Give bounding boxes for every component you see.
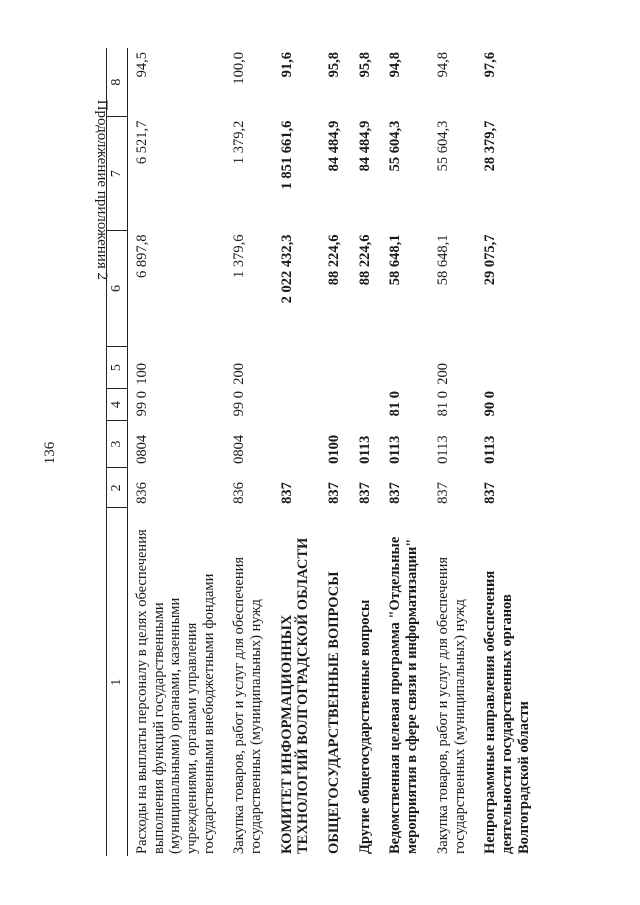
cell-col-6: 2 022 432,3	[278, 234, 295, 304]
cell-col-6: 1 379,6	[231, 234, 248, 279]
column-header-7: 7	[107, 117, 128, 231]
table-row	[128, 48, 226, 856]
cell-col-7: 84 484,9	[326, 120, 343, 172]
cell-col-7: 55 604,3	[434, 120, 451, 172]
cell-col-3: 0100	[326, 434, 343, 464]
cell-col-6: 88 224,6	[356, 234, 373, 286]
row-name: Закупка товаров, работ и услуг для обеспечения государственных (муниципальных) нужд	[434, 556, 468, 854]
cell-col-3: 0113	[387, 435, 404, 464]
table-body	[128, 48, 541, 856]
cell-col-5: 100	[134, 362, 151, 385]
cell-col-4: 81 0	[387, 391, 404, 417]
cell-col-4	[273, 389, 320, 421]
cell-col-2: 837	[482, 482, 499, 504]
cell-col-4: 99 0	[231, 391, 248, 417]
table-row	[476, 48, 540, 856]
cell-col-8: 95,8	[326, 52, 343, 78]
cell-col-5	[273, 347, 320, 389]
cell-col-4: 99 0	[134, 391, 151, 417]
column-header-2: 2	[107, 468, 128, 508]
row-name: Другие общегосударственные вопросы	[356, 599, 373, 854]
cell-col-8: 91,6	[278, 52, 295, 78]
cell-col-8: 97,6	[482, 52, 499, 78]
cell-col-7: 28 379,7	[482, 120, 499, 172]
column-header-6: 6	[107, 231, 128, 347]
cell-col-8: 100,0	[231, 52, 248, 85]
cell-col-7: 55 604,3	[387, 120, 404, 172]
cell-col-5: 200	[231, 362, 248, 385]
cell-col-2: 837	[434, 482, 451, 504]
cell-col-5	[351, 347, 382, 389]
cell-col-2: 837	[326, 482, 343, 504]
cell-col-3: 0113	[434, 435, 451, 464]
cell-col-3: 0804	[231, 434, 248, 464]
cell-col-7: 84 484,9	[356, 120, 373, 172]
row-name: Расходы на выплаты персоналу в целях обеспечения выполнения функций государственными (муниципальными) органами, казенными учреждениями, органами управления государственными внебюджетными фондами	[134, 529, 217, 854]
cell-col-4: 90 0	[482, 391, 499, 417]
table-row	[320, 48, 351, 856]
table-row	[351, 48, 382, 856]
cell-col-5	[476, 347, 540, 389]
row-name: Ведомственная целевая программа "Отдельные мероприятия в сфере связи и информатизации"	[387, 536, 421, 854]
cell-col-8: 94,5	[134, 52, 151, 78]
cell-col-2: 837	[278, 482, 295, 504]
column-header-4: 4	[107, 389, 128, 421]
row-name: Закупка товаров, работ и услуг для обеспечения государственных (муниципальных) нужд	[231, 556, 265, 854]
table-row	[429, 48, 476, 856]
cell-col-7: 1 851 661,6	[278, 120, 295, 190]
continuation-label: Продолжение приложения 2	[94, 99, 110, 280]
row-name: Непрограммные направления обеспечения деятельности государственных органов Волгоградской области	[482, 570, 532, 854]
column-header-8: 8	[107, 48, 128, 117]
cell-col-3: 0113	[482, 435, 499, 464]
cell-col-3: 0113	[356, 435, 373, 464]
column-header-3: 3	[107, 420, 128, 467]
cell-col-2: 837	[387, 482, 404, 504]
table-row	[273, 48, 320, 856]
cell-col-6: 88 224,6	[326, 234, 343, 286]
cell-col-6: 58 648,1	[387, 234, 404, 286]
cell-col-4	[320, 389, 351, 421]
cell-col-4: 81 0	[434, 391, 451, 417]
row-name: КОМИТЕТ ИНФОРМАЦИОННЫХ ТЕХНОЛОГИЙ ВОЛГОГРАДСКОЙ ОБЛАСТИ	[278, 537, 312, 854]
cell-col-7: 6 521,7	[134, 120, 151, 165]
cell-col-8: 94,8	[387, 52, 404, 78]
cell-col-2: 836	[134, 482, 151, 504]
page-number: 136	[42, 441, 58, 465]
column-header-1: 1	[107, 508, 128, 856]
header-row	[107, 48, 128, 856]
cell-col-3	[273, 420, 320, 467]
table-row	[225, 48, 272, 856]
cell-col-5: 200	[434, 362, 451, 385]
cell-col-6: 6 897,8	[134, 234, 151, 279]
row-name: ОБЩЕГОСУДАРСТВЕННЫЕ ВОПРОСЫ	[326, 571, 343, 854]
cell-col-3: 0804	[134, 434, 151, 464]
budget-table	[106, 48, 540, 856]
cell-col-4	[351, 389, 382, 421]
cell-col-5	[381, 347, 428, 389]
cell-col-6: 29 075,7	[482, 234, 499, 286]
cell-col-8: 94,8	[434, 52, 451, 78]
cell-col-8: 95,8	[356, 52, 373, 78]
table-row	[381, 48, 428, 856]
column-header-5: 5	[107, 347, 128, 389]
cell-col-2: 836	[231, 482, 248, 504]
cell-col-7: 1 379,2	[231, 120, 248, 165]
budget-table-container	[106, 48, 536, 856]
cell-col-6: 58 648,1	[434, 234, 451, 286]
cell-col-5	[320, 347, 351, 389]
cell-col-2: 837	[356, 482, 373, 504]
